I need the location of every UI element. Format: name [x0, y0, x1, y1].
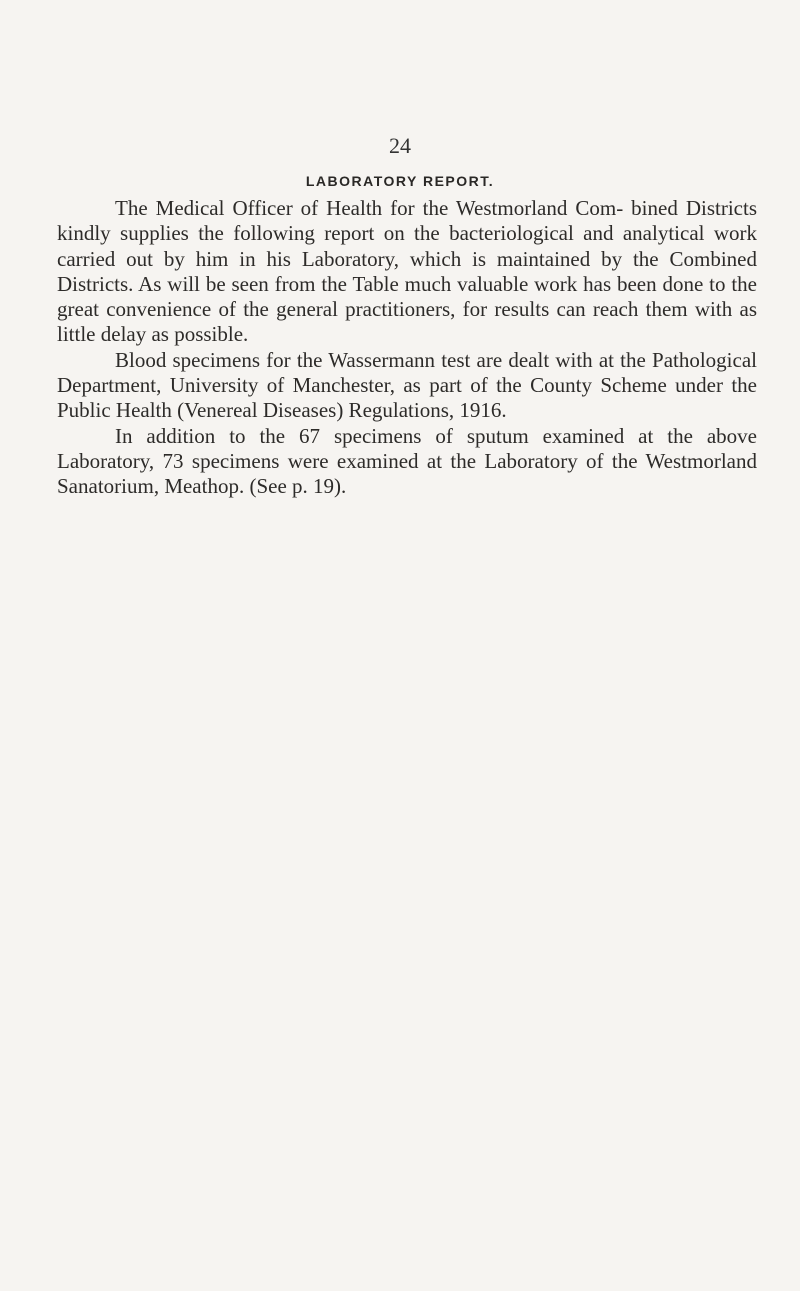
paragraph-sputum: In addition to the 67 specimens of sputum examined at the above Laboratory, 73 specimens were examined at the Laboratory of the Westmorland Sanatorium, Meathop. (See p. 19).	[57, 423, 757, 499]
paragraph-wassermann: Blood specimens for the Wassermann test are dealt with at the Pathological Department, University of Manchester, as part of the County Scheme under the Public Health (Venereal Diseases) Regulations, 1916.	[57, 347, 757, 423]
body-text	[57, 196, 757, 500]
page-number: 24	[389, 133, 411, 158]
section-heading: LABORATORY REPORT.	[305, 173, 495, 189]
paragraph-laboratory: The Medical Officer of Health for the Westmorland Com- bined Districts kindly supplies the following report on the bacteriological and analytical work carried out by him in his Laboratory, which is maintained by the Combined Districts. As will be seen from the Table much valuable work has been done to the great convenience of the general practitioners, for results can reach them with as little delay as possible.	[57, 196, 757, 347]
